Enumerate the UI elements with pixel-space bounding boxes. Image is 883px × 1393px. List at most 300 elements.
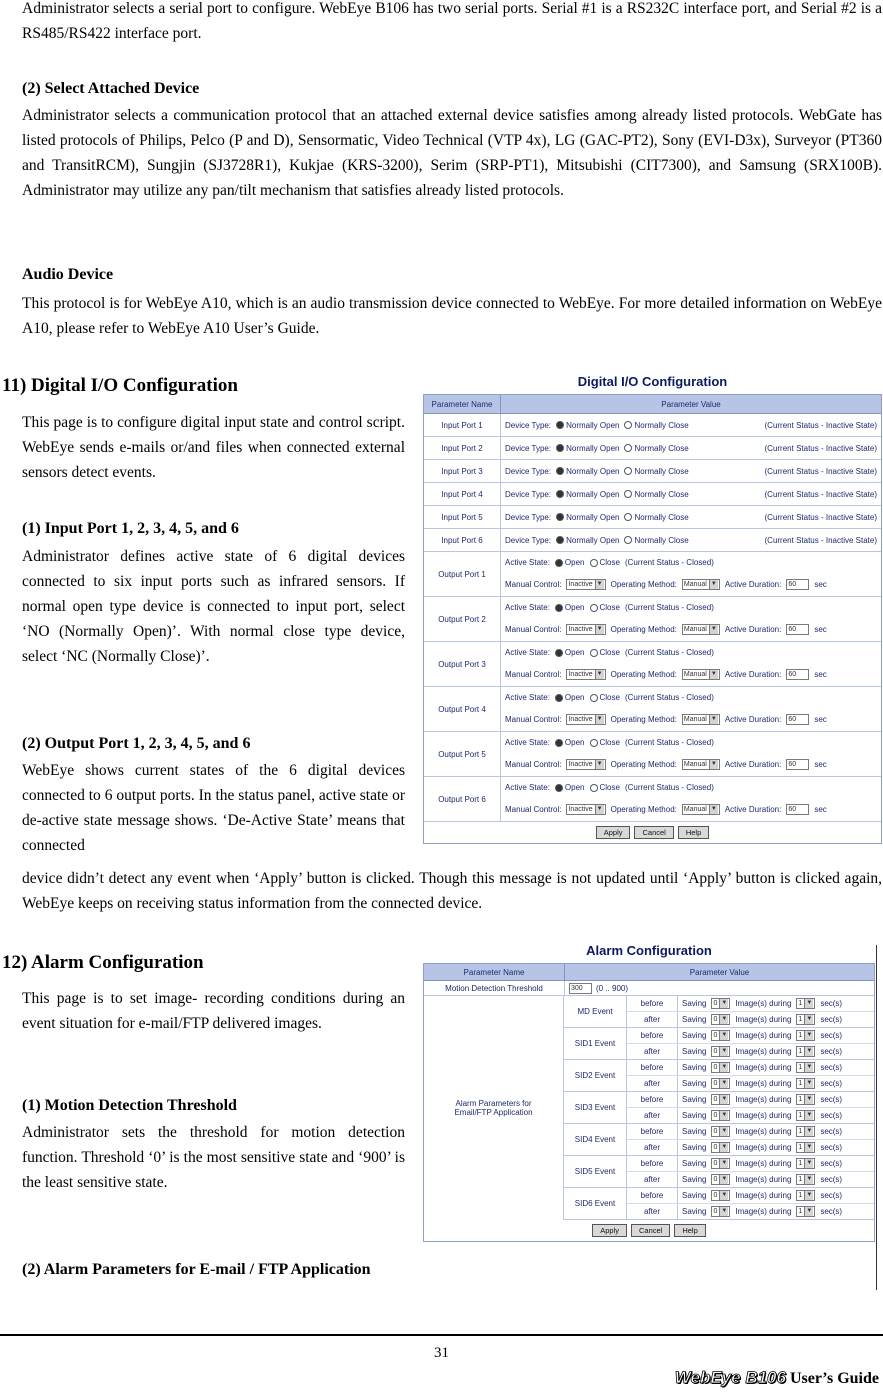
alarm-after-row [627,1172,874,1187]
during-select[interactable] [796,1014,815,1025]
normally-open-label: Normally Open [566,489,620,499]
saving-select-arrow-icon: ▼ [719,1159,728,1168]
saving-label: Saving [682,1207,707,1216]
normally-close-option[interactable] [624,467,688,476]
active-state-line [501,648,881,657]
active-duration-input[interactable]: 60 [786,804,809,815]
alarm-threshold-row [424,981,874,996]
alarm-before-row [627,1124,874,1140]
manual-control-select[interactable] [566,624,605,635]
saving-select[interactable] [711,1014,730,1025]
normally-close-label: Normally Close [634,489,689,499]
alarm-header-row [424,964,874,981]
open-radio[interactable] [555,649,563,657]
normally-open-radio[interactable] [556,421,564,429]
output-status: (Current Status - Closed) [624,558,714,567]
during-select-value: 1 [798,1208,803,1215]
secs-label: sec(s) [820,1063,843,1072]
close-option[interactable] [590,783,620,792]
saving-select-arrow-icon: ▼ [719,1079,728,1088]
alarm-after-label: after [627,1172,678,1187]
alarm-setting-line [678,1094,846,1105]
alarm-setting-line [678,1014,846,1025]
saving-select[interactable] [711,1126,730,1137]
during-select-value: 1 [798,1080,803,1087]
page-number: 31 [434,1345,449,1361]
saving-select-value: 0 [713,1176,718,1183]
manual-control-line [501,804,881,815]
alarm-event-name: SID4 Event [564,1124,627,1155]
during-select-arrow-icon: ▼ [804,1191,813,1200]
secs-label: sec(s) [820,1047,843,1056]
secs-label: sec(s) [820,1191,843,1200]
alarm-event-name: SID2 Event [564,1060,627,1091]
input-port-line [501,421,881,430]
alarm-event-name: SID3 Event [564,1092,627,1123]
close-label: Close [599,738,620,747]
close-radio[interactable] [590,649,598,657]
alarm-after-label: after [627,1044,678,1059]
saving-select[interactable] [711,998,730,1009]
active-state-line [501,603,881,612]
duration-unit: sec [814,715,827,724]
operating-method-label: Operating Method: [610,760,677,769]
close-label: Close [599,558,620,567]
normally-close-option[interactable] [624,536,688,545]
manual-control-select[interactable] [566,579,605,590]
open-label: Open [564,603,585,612]
alarm-event-block [564,1060,874,1092]
open-radio[interactable] [555,784,563,792]
images-during-label: Image(s) during [735,999,792,1008]
alarm-setting-line [678,1110,846,1121]
open-option[interactable] [555,738,585,747]
dio-help-button[interactable]: Help [678,826,709,839]
during-select[interactable] [796,1078,815,1089]
during-select-arrow-icon: ▼ [804,1127,813,1136]
images-during-label: Image(s) during [735,1143,792,1152]
alarm-event-settings [627,1188,874,1219]
open-option[interactable] [555,603,585,612]
normally-close-radio[interactable] [624,444,632,452]
alarm-help-button[interactable]: Help [674,1224,705,1237]
normally-close-radio[interactable] [624,421,632,429]
saving-select-value: 0 [713,1032,718,1039]
normally-close-radio[interactable] [624,467,632,475]
operating-method-select[interactable] [682,579,720,590]
output-status: (Current Status - Closed) [624,693,714,702]
operating-method-select[interactable] [682,624,720,635]
normally-open-label: Normally Open [566,443,620,453]
open-label: Open [564,738,585,747]
during-select[interactable] [796,1158,815,1169]
saving-select[interactable] [711,1046,730,1057]
operating-method-select-arrow-icon: ▼ [709,580,718,589]
close-radio[interactable] [590,739,598,747]
normally-open-radio[interactable] [556,467,564,475]
margin-rule [876,945,877,1290]
dio-apply-button[interactable]: Apply [596,826,631,839]
normally-open-option[interactable] [556,536,619,545]
operating-method-select-arrow-icon: ▼ [709,670,718,679]
alarm-before-label: before [627,996,678,1011]
saving-select-arrow-icon: ▼ [719,1143,728,1152]
alarm-before-row [627,1156,874,1172]
active-duration-label: Active Duration: [724,625,782,634]
saving-label: Saving [682,1015,707,1024]
normally-open-radio[interactable] [556,490,564,498]
active-duration-input[interactable]: 60 [786,624,809,635]
input-port-name: Input Port 3 [424,460,501,482]
input-port-value [501,506,881,528]
manual-control-line [501,714,881,725]
saving-select[interactable] [711,1206,730,1217]
operating-method-select-value: Manual [683,581,707,588]
normally-close-option[interactable] [624,421,688,430]
input-port-value [501,529,881,551]
output-port-value [501,552,881,596]
normally-open-option[interactable] [556,513,619,522]
secs-label: sec(s) [820,1111,843,1120]
normally-close-option[interactable] [624,490,688,499]
images-during-label: Image(s) during [735,1207,792,1216]
open-option[interactable] [555,648,585,657]
input-status: (Current Status - Inactive State) [764,512,877,522]
manual-control-label: Manual Control: [505,670,562,679]
input-port-name: Input Port 4 [424,483,501,505]
output-port-value [501,732,881,776]
operating-method-select-value: Manual [683,761,707,768]
normally-open-option[interactable] [556,490,619,499]
active-duration-input[interactable]: 60 [786,759,809,770]
dio-title: Digital I/O Configuration [577,374,728,389]
footer-guide: User’s Guide [789,1370,879,1387]
during-select-value: 1 [798,1064,803,1071]
dio-col-name: Parameter Name [424,395,501,413]
during-select-value: 1 [798,1128,803,1135]
input-status: (Current Status - Inactive State) [764,420,877,430]
alarm-after-label: after [627,1204,678,1219]
alarm-title: Alarm Configuration [586,943,712,958]
saving-select-arrow-icon: ▼ [719,1047,728,1056]
during-select-arrow-icon: ▼ [804,1047,813,1056]
manual-control-select-arrow-icon: ▼ [595,580,604,589]
during-select[interactable] [796,1030,815,1041]
close-label: Close [599,603,620,612]
during-select-arrow-icon: ▼ [804,1159,813,1168]
alarm-before-row [627,996,874,1012]
normally-open-radio[interactable] [556,513,564,521]
manual-control-select-value: Inactive [568,806,593,813]
manual-control-label: Manual Control: [505,625,562,634]
close-radio[interactable] [590,604,598,612]
normally-open-option[interactable] [556,467,619,476]
secs-label: sec(s) [820,1015,843,1024]
saving-select[interactable] [711,1110,730,1121]
normally-close-option[interactable] [624,513,688,522]
saving-label: Saving [682,1143,707,1152]
close-radio[interactable] [590,694,598,702]
alarm-after-row [627,1076,874,1091]
close-radio[interactable] [590,784,598,792]
open-option[interactable] [555,693,585,702]
dio-header-row [424,395,881,414]
saving-label: Saving [682,1031,707,1040]
alarm-setting-line [678,1126,846,1137]
manual-control-select-arrow-icon: ▼ [595,760,604,769]
paragraph-serial-ports: Administrator selects a serial port to configure. WebEye B106 has two serial ports. Serial #1 is a RS232C interface port, and Serial #2 is a RS485/RS422 interface port. [22,0,882,42]
operating-method-select[interactable] [682,759,720,770]
saving-select-value: 0 [713,1048,718,1055]
manual-control-select[interactable] [566,804,605,815]
heading-motion-threshold: (1) Motion Detection Threshold [22,1097,237,1114]
output-port-row [424,552,881,597]
saving-label: Saving [682,1063,707,1072]
active-state-line [501,783,881,792]
active-duration-input[interactable]: 60 [786,714,809,725]
during-select-arrow-icon: ▼ [804,1111,813,1120]
operating-method-select-arrow-icon: ▼ [709,760,718,769]
saving-select[interactable] [711,1190,730,1201]
during-select-value: 1 [798,1096,803,1103]
close-option[interactable] [590,648,620,657]
during-select-value: 1 [798,1048,803,1055]
during-select[interactable] [796,1094,815,1105]
alarm-after-row [627,1108,874,1123]
close-radio[interactable] [590,559,598,567]
normally-open-radio[interactable] [556,536,564,544]
output-port-value [501,642,881,686]
during-select-arrow-icon: ▼ [804,999,813,1008]
input-status: (Current Status - Inactive State) [764,443,877,453]
saving-select[interactable] [711,1062,730,1073]
output-status: (Current Status - Closed) [624,738,714,747]
during-select-value: 1 [798,1112,803,1119]
during-select[interactable] [796,1110,815,1121]
open-radio[interactable] [555,694,563,702]
active-duration-label: Active Duration: [724,805,782,814]
manual-control-select-value: Inactive [568,761,593,768]
dio-cancel-button[interactable]: Cancel [634,826,673,839]
images-during-label: Image(s) during [735,1015,792,1024]
normally-open-radio[interactable] [556,444,564,452]
saving-select[interactable] [711,1094,730,1105]
normally-close-radio[interactable] [624,536,632,544]
alarm-setting-line [678,1142,846,1153]
active-duration-input[interactable]: 60 [786,579,809,590]
saving-select-arrow-icon: ▼ [719,1015,728,1024]
alarm-event-block [564,996,874,1028]
input-port-line [501,467,881,476]
alarm-after-row [627,1140,874,1155]
during-select[interactable] [796,998,815,1009]
during-select-value: 1 [798,1176,803,1183]
footer-brand [675,1368,879,1388]
during-select-value: 1 [798,1192,803,1199]
close-label: Close [599,693,620,702]
active-state-label: Active State: [505,603,550,612]
input-status: (Current Status - Inactive State) [764,489,877,499]
active-state-line [501,693,881,702]
alarm-after-label: after [627,1108,678,1123]
alarm-before-label: before [627,1092,678,1107]
alarm-after-label: after [627,1012,678,1027]
saving-select-value: 0 [713,1080,718,1087]
normally-close-radio[interactable] [624,490,632,498]
open-radio[interactable] [555,739,563,747]
heading-alarm-parameters: (2) Alarm Parameters for E-mail / FTP Application [22,1261,371,1278]
manual-control-select[interactable] [566,669,605,680]
saving-label: Saving [682,1079,707,1088]
active-state-line [501,738,881,747]
alarm-cancel-button[interactable]: Cancel [631,1224,670,1237]
saving-select-arrow-icon: ▼ [719,1095,728,1104]
manual-control-select-arrow-icon: ▼ [595,715,604,724]
manual-control-label: Manual Control: [505,715,562,724]
active-state-label: Active State: [505,558,550,567]
threshold-input[interactable]: 300 [569,983,592,994]
during-select-value: 1 [798,1016,803,1023]
close-option[interactable] [590,693,620,702]
paragraph-output-port: WebEye shows current states of the 6 digital devices connected to 6 output ports. In the status panel, active state or de-active state message shows. ‘De-Active State’ means that connected [22,762,405,854]
saving-label: Saving [682,999,707,1008]
open-radio[interactable] [555,604,563,612]
during-select[interactable] [796,1046,815,1057]
alarm-after-row [627,1012,874,1027]
during-select-value: 1 [798,1160,803,1167]
secs-label: sec(s) [820,1159,843,1168]
saving-label: Saving [682,1175,707,1184]
saving-select-value: 0 [713,1096,718,1103]
heading-alarm-configuration: 12) Alarm Configuration [2,952,204,973]
alarm-event-settings [627,1156,874,1187]
alarm-apply-button[interactable]: Apply [592,1224,627,1237]
normally-close-label: Normally Close [634,466,689,476]
active-state-label: Active State: [505,648,550,657]
during-select-arrow-icon: ▼ [804,1175,813,1184]
manual-control-select[interactable] [566,759,605,770]
open-option[interactable] [555,783,585,792]
saving-label: Saving [682,1191,707,1200]
alarm-setting-line [678,1190,846,1201]
close-option[interactable] [590,558,620,567]
input-status: (Current Status - Inactive State) [764,535,877,545]
paragraph-input-port: Administrator defines active state of 6 digital devices connected to six input ports such as infrared sensors. If normal open type device is connected to input port, select ‘NO (Normally Open)’. With normal close type device, select ‘NC (Normally Close)’. [22,548,405,665]
output-port-name: Output Port 2 [424,597,501,641]
saving-label: Saving [682,1159,707,1168]
operating-method-select-arrow-icon: ▼ [709,805,718,814]
input-port-row [424,529,881,552]
operating-method-select[interactable] [682,714,720,725]
images-during-label: Image(s) during [735,1047,792,1056]
normally-close-radio[interactable] [624,513,632,521]
saving-select[interactable] [711,1030,730,1041]
operating-method-select-value: Manual [683,806,707,813]
during-select[interactable] [796,1206,815,1217]
saving-select-arrow-icon: ▼ [719,1063,728,1072]
close-label: Close [599,648,620,657]
during-select[interactable] [796,1062,815,1073]
close-option[interactable] [590,603,620,612]
duration-unit: sec [814,670,827,679]
paragraph-digital-io: This page is to configure digital input state and control script. WebEye sends e-mails or/and files when connected external sensors detect events. [22,414,405,481]
active-state-label: Active State: [505,783,550,792]
output-status: (Current Status - Closed) [624,603,714,612]
input-port-value [501,460,881,482]
output-port-value [501,687,881,731]
saving-select-arrow-icon: ▼ [719,1111,728,1120]
during-select-arrow-icon: ▼ [804,1207,813,1216]
normally-open-option[interactable] [556,421,619,430]
during-select[interactable] [796,1174,815,1185]
during-select-arrow-icon: ▼ [804,1079,813,1088]
operating-method-select[interactable] [682,804,720,815]
secs-label: sec(s) [820,999,843,1008]
digital-io-screenshot [423,374,882,840]
secs-label: sec(s) [820,1079,843,1088]
saving-select[interactable] [711,1158,730,1169]
alarm-before-label: before [627,1188,678,1203]
alarm-screenshot [423,943,875,1285]
normally-close-option[interactable] [624,444,688,453]
input-port-row [424,437,881,460]
secs-label: sec(s) [820,1207,843,1216]
manual-control-select-arrow-icon: ▼ [595,670,604,679]
open-option[interactable] [555,558,585,567]
open-label: Open [564,693,585,702]
output-port-name: Output Port 5 [424,732,501,776]
input-port-name: Input Port 2 [424,437,501,459]
during-select[interactable] [796,1190,815,1201]
paragraph-motion-threshold: Administrator sets the threshold for motion detection function. Threshold ‘0’ is the most sensitive state and ‘900’ is the least sensitive state. [22,1124,405,1191]
during-select[interactable] [796,1142,815,1153]
manual-control-line [501,669,881,680]
manual-control-line [501,759,881,770]
alarm-event-settings [627,1124,874,1155]
saving-select-arrow-icon: ▼ [719,999,728,1008]
saving-select[interactable] [711,1174,730,1185]
alarm-event-settings [627,1060,874,1091]
alarm-event-settings [627,996,874,1027]
saving-select-arrow-icon: ▼ [719,1031,728,1040]
operating-method-select[interactable] [682,669,720,680]
manual-control-select[interactable] [566,714,605,725]
active-duration-input[interactable]: 60 [786,669,809,680]
close-option[interactable] [590,738,620,747]
manual-control-label: Manual Control: [505,580,562,589]
manual-control-label: Manual Control: [505,805,562,814]
during-select[interactable] [796,1126,815,1137]
active-state-line [501,558,881,567]
images-during-label: Image(s) during [735,1159,792,1168]
normally-open-label: Normally Open [566,420,620,430]
saving-select[interactable] [711,1078,730,1089]
alarm-col-value: Parameter Value [689,967,750,977]
secs-label: sec(s) [820,1143,843,1152]
saving-label: Saving [682,1111,707,1120]
normally-open-option[interactable] [556,444,619,453]
during-select-arrow-icon: ▼ [804,1031,813,1040]
active-state-label: Active State: [505,693,550,702]
open-radio[interactable] [555,559,563,567]
alarm-event-block [564,1028,874,1060]
saving-select[interactable] [711,1142,730,1153]
alarm-after-row [627,1044,874,1059]
images-during-label: Image(s) during [735,1127,792,1136]
device-type-label: Device Type: [505,489,552,499]
alarm-setting-line [678,998,846,1009]
alarm-after-label: after [627,1140,678,1155]
